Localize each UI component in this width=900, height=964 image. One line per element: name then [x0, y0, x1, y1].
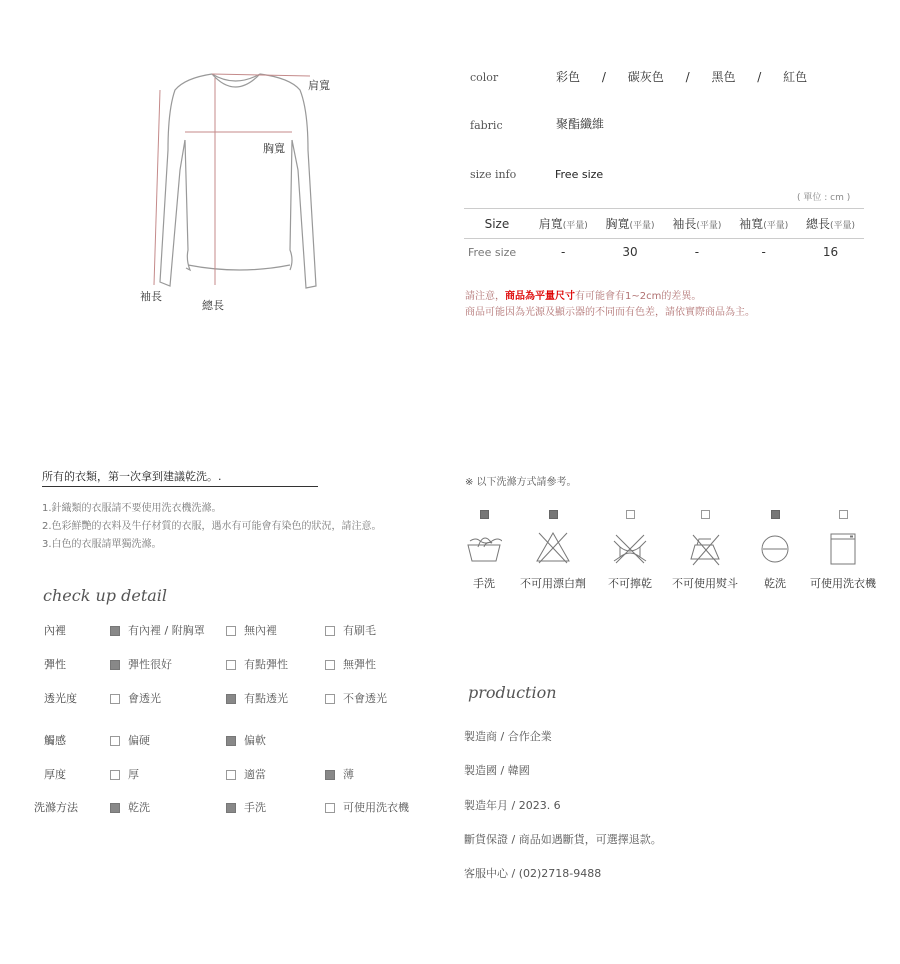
- detail-heading: check up detail: [43, 586, 168, 605]
- care-label: 手洗: [473, 577, 495, 590]
- detail-row: [34, 766, 454, 786]
- unchecked-box-icon: [325, 626, 335, 636]
- care-item: [665, 510, 745, 591]
- detail-option: [226, 622, 277, 638]
- wash-note: 3.白色的衣服請單獨洗滌。: [42, 539, 162, 550]
- notice-line1-c: 有可能會有1~2cm的差異。: [575, 291, 702, 302]
- care-title: ※ 以下洗滌方式請參考。: [465, 477, 577, 488]
- detail-option-label: 偏軟: [244, 734, 266, 747]
- size-header-cell: 肩寬(平量): [530, 209, 597, 239]
- detail-option: [226, 690, 288, 706]
- detail-option-label: 有點彈性: [244, 658, 288, 671]
- detail-option-label: 有內裡 / 附胸罩: [128, 624, 205, 637]
- color-option: 碳灰色: [627, 70, 664, 84]
- detail-row: [34, 799, 454, 819]
- detail-row: [34, 622, 454, 642]
- detail-option: [110, 799, 150, 815]
- size-name-cell: Free size: [468, 245, 517, 259]
- checked-box-icon: [771, 510, 780, 519]
- detail-option: [325, 622, 376, 638]
- detail-row-label: 內裡: [44, 624, 66, 637]
- label-chest: 胸寬: [263, 142, 285, 155]
- detail-option-label: 有點透光: [244, 692, 288, 705]
- detail-option: [325, 690, 387, 706]
- checked-box-icon: [480, 510, 489, 519]
- care-item: [803, 510, 883, 591]
- size-value-cell: -: [761, 245, 766, 259]
- detail-option: [325, 766, 354, 782]
- detail-option-label: 可使用洗衣機: [343, 801, 409, 814]
- unchecked-box-icon: [226, 626, 236, 636]
- detail-option: [325, 656, 376, 672]
- fabric-value: 聚酯纖維: [556, 117, 605, 131]
- detail-row-label: 洗滌方法: [34, 801, 78, 814]
- care-label: 不可用漂白劑: [520, 577, 586, 590]
- wash-note: 1.針織類的衣服請不要使用洗衣機洗滌。: [42, 503, 222, 514]
- detail-option-label: 無內裡: [244, 624, 277, 637]
- size-value-cell: 16: [822, 245, 839, 259]
- detail-option-label: 有刷毛: [343, 624, 376, 637]
- checked-box-icon: [325, 770, 335, 780]
- garment-outline-icon: [130, 60, 350, 320]
- unchecked-box-icon: [701, 510, 710, 519]
- checked-box-icon: [226, 694, 236, 704]
- care-label: 不可擰乾: [608, 577, 652, 590]
- unchecked-box-icon: [626, 510, 635, 519]
- no-bleach-icon: [513, 531, 593, 567]
- color-option: 黑色: [711, 70, 736, 84]
- garment-diagram: [130, 60, 350, 320]
- care-label: 不可使用熨斗: [672, 577, 738, 590]
- detail-row-label: 彈性: [44, 658, 66, 671]
- wash-notes-list: [42, 500, 382, 554]
- color-option: 紅色: [783, 70, 808, 84]
- unchecked-box-icon: [325, 694, 335, 704]
- production-maker: 製造商 / 合作企業: [464, 730, 552, 743]
- unchecked-box-icon: [110, 770, 120, 780]
- color-label: color: [470, 71, 499, 84]
- detail-row: [34, 656, 454, 676]
- detail-option-label: 會透光: [128, 692, 161, 705]
- detail-option: [226, 732, 266, 748]
- size-header-cell: 袖寬(平量): [730, 209, 797, 239]
- hand-wash-icon: [444, 531, 524, 567]
- fabric-label: fabric: [470, 119, 503, 132]
- detail-option-label: 手洗: [244, 801, 266, 814]
- color-option: 彩色: [556, 70, 581, 84]
- detail-row-label: 透光度: [44, 692, 77, 705]
- detail-option: [226, 799, 266, 815]
- notice-line1-a: 請注意，: [465, 291, 505, 302]
- care-item: [513, 510, 593, 591]
- detail-option: [325, 799, 409, 815]
- detail-option-label: 不會透光: [343, 692, 387, 705]
- detail-option-label: 適當: [244, 768, 266, 781]
- washing-machine-icon: [803, 531, 883, 567]
- wash-notes-title: 所有的衣類，第一次拿到建議乾洗。.: [42, 468, 318, 487]
- detail-row: [34, 690, 454, 710]
- unchecked-box-icon: [325, 660, 335, 670]
- detail-option: [110, 766, 139, 782]
- production-country: 製造國 / 韓國: [464, 764, 530, 777]
- detail-option: [110, 622, 205, 638]
- size-info-value: Free size: [555, 168, 604, 181]
- production-service: 客服中心 / (02)2718-9488: [464, 867, 602, 880]
- no-wring-icon: [590, 531, 670, 567]
- size-header-cell: 袖長(平量): [663, 209, 730, 239]
- size-header-cell: Size: [464, 209, 530, 239]
- color-separator: /: [685, 70, 690, 84]
- care-label: 可使用洗衣機: [810, 577, 876, 590]
- label-length: 總長: [202, 299, 224, 312]
- notice: [465, 289, 755, 321]
- detail-option-label: 乾洗: [128, 801, 150, 814]
- detail-row-label: 觸感: [44, 734, 66, 747]
- detail-row-label: 厚度: [44, 768, 66, 781]
- size-value-cell: 30: [622, 245, 638, 259]
- unchecked-box-icon: [325, 803, 335, 813]
- wash-note: 2.色彩鮮艷的衣料及牛仔材質的衣服，遇水有可能會有染色的狀況，請注意。: [42, 521, 382, 532]
- detail-option-label: 無彈性: [343, 658, 376, 671]
- production-date: 製造年月 / 2023. 6: [464, 799, 561, 812]
- detail-row: [34, 732, 454, 752]
- size-row: [464, 239, 864, 266]
- unchecked-box-icon: [110, 736, 120, 746]
- notice-line2: 商品可能因為光源及顯示器的不同而有色差，請依實際商品為主。: [465, 307, 755, 318]
- notice-highlight: 商品為平量尺寸: [505, 291, 575, 302]
- detail-option-label: 彈性很好: [128, 658, 172, 671]
- unchecked-box-icon: [839, 510, 848, 519]
- color-values: [556, 68, 807, 85]
- unchecked-box-icon: [110, 694, 120, 704]
- checked-box-icon: [110, 660, 120, 670]
- detail-option-label: 薄: [343, 768, 354, 781]
- unchecked-box-icon: [226, 770, 236, 780]
- checked-box-icon: [226, 803, 236, 813]
- production-guarantee: 斷貨保證 / 商品如遇斷貨，可選擇退款。: [464, 833, 662, 846]
- care-label: 乾洗: [764, 577, 786, 590]
- checked-box-icon: [226, 736, 236, 746]
- size-table: [464, 208, 864, 265]
- size-value-cell: -: [694, 245, 700, 259]
- care-item: [590, 510, 670, 591]
- unchecked-box-icon: [226, 660, 236, 670]
- unit-note: ( 單位 : cm ): [797, 193, 851, 203]
- detail-option-label: 偏硬: [128, 734, 150, 747]
- detail-option: [226, 766, 266, 782]
- checked-box-icon: [549, 510, 558, 519]
- size-value-cell: -: [561, 245, 566, 259]
- detail-option: [110, 732, 150, 748]
- checked-box-icon: [110, 803, 120, 813]
- detail-option: [110, 690, 161, 706]
- production-heading: production: [468, 683, 557, 702]
- color-separator: /: [601, 70, 606, 84]
- size-header-cell: 總長(平量): [797, 209, 864, 239]
- detail-option: [226, 656, 288, 672]
- label-sleeve: 袖長: [140, 290, 162, 303]
- size-header-cell: 胸寬(平量): [597, 209, 664, 239]
- label-shoulder: 肩寬: [308, 79, 330, 92]
- detail-option-label: 厚: [128, 768, 139, 781]
- size-info-label: size info: [470, 168, 517, 181]
- checked-box-icon: [110, 626, 120, 636]
- no-iron-icon: [665, 531, 745, 567]
- detail-grid: [34, 622, 454, 822]
- detail-option: [110, 656, 172, 672]
- care-item: [444, 510, 524, 591]
- color-separator: /: [757, 70, 762, 84]
